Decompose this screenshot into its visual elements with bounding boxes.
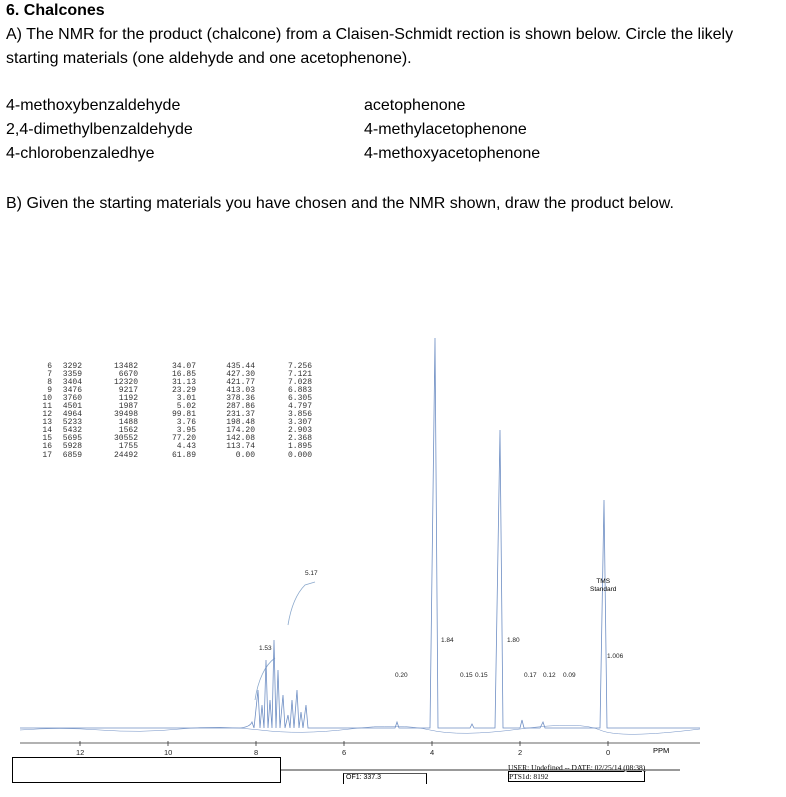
peak-table-cell: 11 (42, 402, 52, 412)
peak-table-cell: 3760 (62, 394, 82, 404)
peak-table-cell: 0.00 (235, 450, 255, 460)
peak-table-cell: 3.01 (176, 394, 196, 404)
peak-table-cell: 4.797 (287, 402, 312, 412)
integral-label-153: 1.53 (259, 645, 272, 652)
peak-table-cell: 6.305 (287, 394, 312, 404)
peak-table-cell: 61.89 (171, 450, 196, 460)
axis-unit-label: PPM (653, 746, 670, 755)
axis-tick-8: 8 (254, 748, 259, 757)
peak-table-cell: 421.77 (226, 378, 255, 388)
peak-table-cell: 14 (42, 426, 52, 436)
peak-table-cell: 7.121 (287, 370, 312, 380)
integral-label-017: 0.17 (524, 672, 537, 679)
peak-table-cell: 1.895 (287, 442, 312, 452)
part-b-text: B) Given the starting materials you have chosen and the NMR shown, draw the product below. (6, 195, 674, 212)
peak-table-cell: 0.000 (287, 450, 312, 460)
answer-drawing-box[interactable] (12, 757, 281, 783)
peak-table-cell: 10 (42, 394, 52, 404)
peak-table-cell: 31.13 (171, 378, 196, 388)
question-title: 6. Chalcones (6, 2, 105, 19)
integral-label-184: 1.84 (441, 637, 454, 644)
peak-table-cell: 1488 (118, 418, 138, 428)
peak-table-cell: 198.48 (226, 418, 255, 428)
peak-table-cell: 2.903 (287, 426, 312, 436)
peak-table-cell: 7.256 (287, 362, 312, 371)
axis-tick-2: 2 (518, 748, 523, 757)
peak-table-cell: 9217 (118, 386, 138, 396)
acetophenone-option-1[interactable]: acetophenone (364, 97, 466, 114)
integral-label-1006: 1.006 (607, 653, 624, 660)
peak-table-cell: 5695 (62, 434, 82, 444)
peak-table-cell: 5928 (62, 442, 82, 452)
footer-user-info (508, 763, 645, 782)
peak-table-cell: 3.307 (287, 418, 312, 428)
peak-table-cell: 3292 (62, 362, 82, 371)
peak-table-cell: 12320 (113, 378, 138, 388)
axis-tick-10: 10 (164, 748, 173, 757)
ppm-axis (20, 741, 700, 746)
peak-table-cell: 3404 (62, 378, 82, 388)
integral-label-009: 0.09 (563, 672, 576, 679)
peak-table-cell: 77.20 (171, 434, 196, 444)
integral-label-012: 0.12 (543, 672, 556, 679)
peak-table-cell: 1987 (118, 402, 138, 412)
peak-table-cell: 6859 (62, 450, 82, 460)
peak-table-cell: 2.368 (287, 434, 312, 444)
integral-label-517: 5.17 (305, 570, 318, 577)
axis-tick-4: 4 (430, 748, 435, 757)
footer-user-date: USER: Undefined -- DATE: 02/25/14 (08:38) (508, 763, 646, 772)
part-a-text: A) The NMR for the product (chalcone) from a Claisen-Schmidt rection is shown below. Circle the likely starting materials (one aldehyde and one acetophenone). (6, 26, 734, 67)
peak-table-cell: 427.30 (226, 370, 255, 380)
peak-table-cell: 15 (42, 434, 52, 444)
peak-table-cell: 1755 (118, 442, 138, 452)
axis-tick-12: 12 (76, 748, 85, 757)
aldehyde-option-2[interactable]: 2,4-dimethylbenzaldehyde (6, 121, 193, 138)
peak-table-cell: 113.74 (226, 442, 255, 452)
peak-table-cell: 6 (47, 362, 52, 371)
peak-table-cell: 3.76 (176, 418, 196, 428)
footer-of-value: OF1: 337.3 (343, 773, 427, 784)
peak-table-cell: 6.883 (287, 386, 312, 396)
peak-table-cell: 39498 (113, 410, 138, 420)
peak-table-cell: 3476 (62, 386, 82, 396)
peak-table-cell: 7.028 (287, 378, 312, 388)
peak-table-cell: 3.856 (287, 410, 312, 420)
peak-table-cell: 34.07 (171, 362, 196, 371)
integral-curves (255, 582, 315, 700)
integral-label-180: 1.80 (507, 637, 520, 644)
peak-table-cell: 4964 (62, 410, 82, 420)
axis-tick-0: 0 (606, 748, 611, 757)
peak-table-cell: 17 (42, 450, 52, 460)
peak-table-cell: 12 (42, 410, 52, 420)
peak-table-cell: 30552 (113, 434, 138, 444)
peak-table-cell: 413.03 (226, 386, 255, 396)
integral-curve-aromatic (288, 582, 315, 625)
acetophenone-option-3[interactable]: 4-methoxyacetophenone (364, 145, 541, 162)
peak-table-cell: 378.36 (226, 394, 255, 404)
peak-table-cell: 16 (42, 442, 52, 452)
tms-standard-label: TMS Standard (590, 578, 617, 593)
peak-table-cell: 4501 (62, 402, 82, 412)
footer-points: PTS1d: 8192 (508, 772, 645, 782)
peak-table-cell: 8 (47, 378, 52, 388)
peak-table-cell: 13482 (113, 362, 138, 371)
peak-table-cell: 142.08 (226, 434, 255, 444)
axis-tick-6: 6 (342, 748, 347, 757)
peak-table-cell: 5233 (62, 418, 82, 428)
peak-table-cell: 7 (47, 370, 52, 380)
peak-table-cell: 23.29 (171, 386, 196, 396)
peak-table-cell: 287.86 (226, 402, 255, 412)
peak-table-cell: 1192 (118, 394, 138, 404)
aldehyde-option-1[interactable]: 4-methoxybenzaldehyde (6, 97, 181, 114)
integral-label-015a: 0.15 (460, 672, 473, 679)
peak-table-cell: 435.44 (226, 362, 255, 371)
peak-table-cell: 231.37 (226, 410, 255, 420)
spectrum-peaks (20, 338, 700, 734)
peak-table-cell: 4.43 (176, 442, 196, 452)
peak-table-cell: 24492 (113, 450, 138, 460)
integral-label-015b: 0.15 (475, 672, 488, 679)
peak-table-cell: 9 (47, 386, 52, 396)
peak-table-cell: 6670 (118, 370, 138, 380)
peak-table-cell: 3359 (62, 370, 82, 380)
acetophenone-option-2[interactable]: 4-methylacetophenone (364, 121, 527, 138)
peak-table-cell: 16.85 (171, 370, 196, 380)
peak-table-cell: 5432 (62, 426, 82, 436)
peak-table-cell: 5.02 (176, 402, 196, 412)
peak-table-cell: 1562 (118, 426, 138, 436)
peak-table-cell: 99.81 (171, 410, 196, 420)
aldehyde-option-3[interactable]: 4-chlorobenzaledhye (6, 145, 155, 162)
peak-table-cell: 174.20 (226, 426, 255, 436)
integral-label-020: 0.20 (395, 672, 408, 679)
peak-table-cell: 3.95 (176, 426, 196, 436)
peak-table-cell: 13 (42, 418, 52, 428)
